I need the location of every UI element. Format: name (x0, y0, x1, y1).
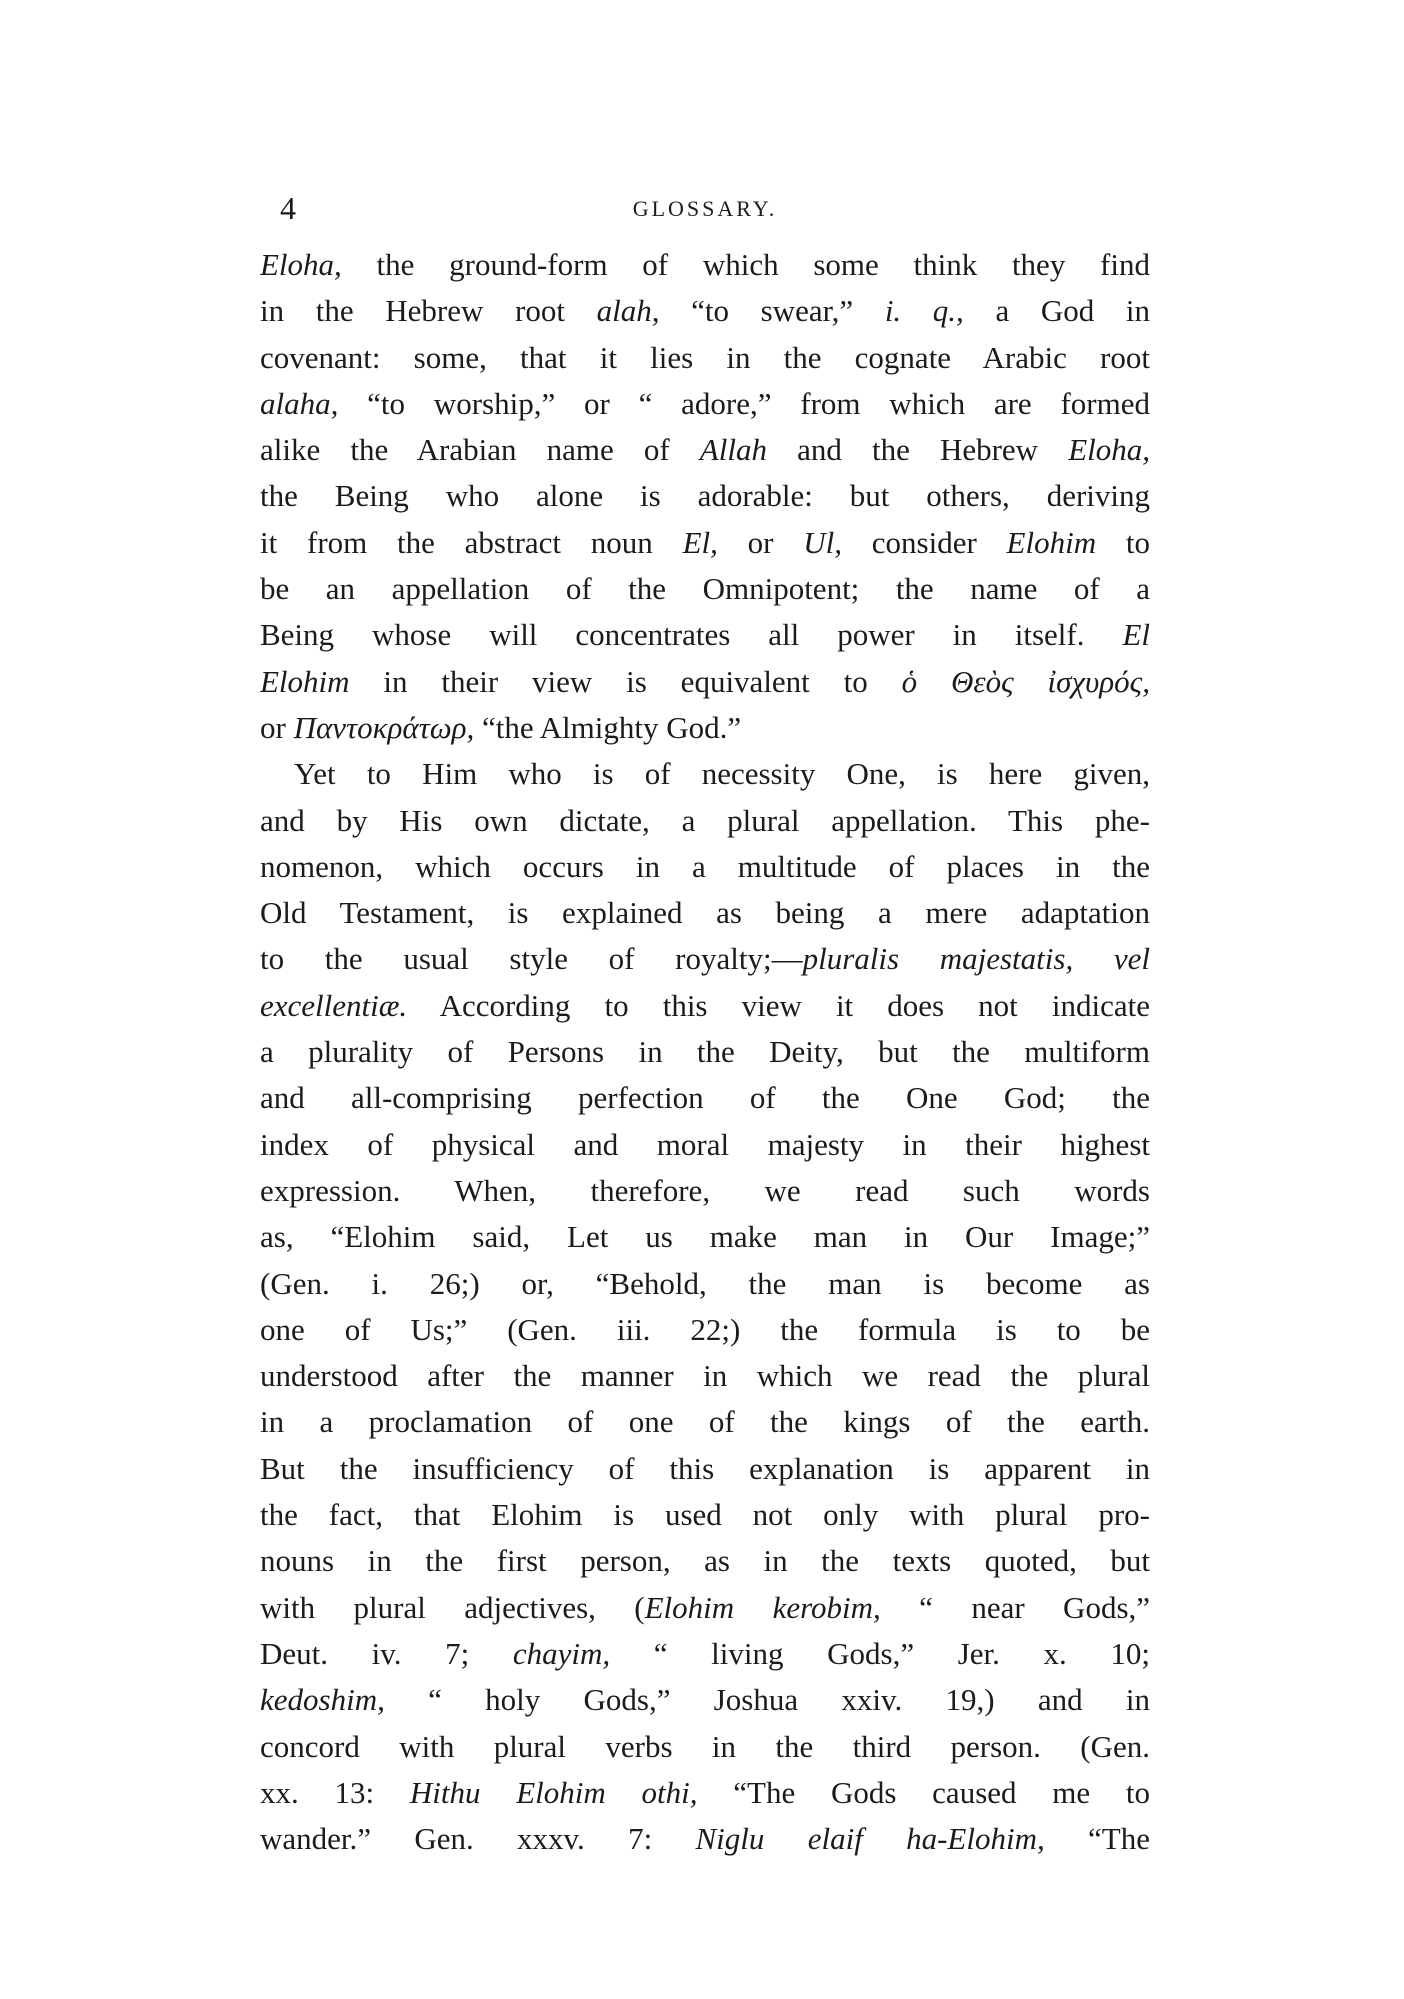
text-run: alike the Arabian name of (260, 432, 700, 468)
text-run: nouns in the first person, as in the texts quoted, but (260, 1543, 1150, 1579)
text-run: expression. When, therefore, we read such words (260, 1172, 1150, 1208)
text-line (260, 983, 1150, 1029)
text-line (260, 751, 1150, 797)
text-run: wander.” Gen. xxxv. 7: (260, 1821, 696, 1857)
italic-text: alah, (596, 293, 660, 329)
text-line (260, 1631, 1150, 1677)
text-run: be an appellation of the Omnipotent; the name of a (260, 571, 1150, 607)
text-line (260, 473, 1150, 519)
text-line (260, 1029, 1150, 1075)
italic-text: El (1122, 617, 1150, 653)
text-run: one of Us;” (Gen. iii. 22;) the formula is to be (260, 1311, 1150, 1347)
text-line (260, 1168, 1150, 1214)
text-run: with plural adjectives, ( (260, 1589, 645, 1625)
text-run: the Being who alone is adorable: but others, deriving (260, 478, 1150, 514)
text-run: nomenon, which occurs in a multitude of places in the (260, 848, 1150, 884)
text-run: it from the abstract noun (260, 524, 683, 560)
text-run: the fact, that Elohim is used not only with plural pro- (260, 1497, 1150, 1533)
text-run: (Gen. i. 26;) or, “Behold, the man is become as (260, 1265, 1150, 1301)
text-run: Yet to Him who is of necessity One, is here given, (294, 756, 1150, 792)
text-run: “The (1044, 1821, 1150, 1857)
italic-text: Hithu Elohim othi, (409, 1774, 698, 1810)
italic-text: Elohim kerobim, (644, 1589, 881, 1625)
text-line (260, 1122, 1150, 1168)
text-run: According to this view it does not indicate (407, 987, 1150, 1023)
text-run: “to swear,” (659, 293, 885, 329)
text-run: the ground-form of which some think they find (341, 247, 1150, 282)
text-line (260, 1585, 1150, 1631)
text-run: xx. 13: (260, 1774, 410, 1810)
text-run: “to worship,” or “ adore,” from which are formed (338, 385, 1150, 421)
italic-text: Eloha, (1068, 432, 1150, 468)
text-line (260, 1770, 1150, 1816)
text-run: to the usual style of royalty;— (260, 941, 803, 977)
text-line (260, 844, 1150, 890)
text-line (260, 1816, 1150, 1862)
text-line (260, 427, 1150, 473)
italic-text: Elohim (1006, 524, 1097, 560)
text-run: “ near Gods,” (880, 1589, 1150, 1625)
italic-text: Elohim (260, 663, 350, 699)
text-line (260, 1538, 1150, 1584)
text-run: to (1096, 524, 1150, 560)
italic-text: Παντοκράτωρ, (293, 709, 475, 745)
text-run: and all-comprising perfection of the One God; the (260, 1080, 1150, 1116)
text-line (260, 381, 1150, 427)
text-line (260, 566, 1150, 612)
italic-text: Ul, (803, 524, 842, 560)
text-line (260, 890, 1150, 936)
italic-text: Eloha, (260, 247, 342, 282)
text-run: concord with plural verbs in the third person. (Gen. (260, 1728, 1150, 1764)
page-number: 4 (280, 190, 296, 226)
text-run: “The Gods caused me to (697, 1774, 1150, 1810)
text-run: consider (842, 524, 1007, 560)
text-run: But the insufficiency of this explanation is apparent in (260, 1450, 1150, 1486)
text-run: in their view is equivalent to (349, 663, 902, 699)
text-run: in a proclamation of one of the kings of the earth. (260, 1404, 1150, 1440)
text-run: Being whose will concentrates all power in itself. (260, 617, 1123, 653)
text-run: a God in (963, 293, 1150, 329)
book-page (260, 180, 1150, 1862)
text-run: “the Almighty God.” (474, 709, 742, 745)
text-run: understood after the manner in which we read the plural (260, 1358, 1150, 1394)
text-run: Old Testament, is explained as being a mere adaptation (260, 895, 1150, 931)
text-run: covenant: some, that it lies in the cognate Arabic root (260, 339, 1150, 375)
italic-text: chayim, (512, 1635, 611, 1671)
text-line (260, 1446, 1150, 1492)
text-run: “ holy Gods,” Joshua xxiv. 19,) and in (384, 1682, 1150, 1718)
italic-text: alaha, (260, 385, 339, 421)
italic-text: pluralis majestatis, vel (802, 941, 1150, 977)
italic-text: kedoshim, (260, 1682, 385, 1718)
text-line (260, 705, 1150, 751)
text-line (260, 1261, 1150, 1307)
text-line (260, 1214, 1150, 1260)
text-line (260, 1492, 1150, 1538)
text-line (260, 798, 1150, 844)
italic-text: i. q., (884, 293, 964, 329)
text-run: index of physical and moral majesty in their highest (260, 1126, 1150, 1162)
italic-text: Niglu elaif ha-Elohim, (695, 1821, 1045, 1857)
text-line (260, 1399, 1150, 1445)
text-line (260, 1353, 1150, 1399)
text-run: Deut. iv. 7; (260, 1635, 513, 1671)
text-run: or (260, 709, 294, 745)
text-line (260, 242, 1150, 288)
running-head (260, 180, 1150, 242)
text-line (260, 1075, 1150, 1121)
body-text (260, 242, 1150, 1862)
text-line (260, 1724, 1150, 1770)
italic-text: El, (682, 524, 718, 560)
text-line (260, 520, 1150, 566)
italic-text: ὁ Θεὸς ἰσχυρός, (901, 663, 1150, 699)
text-run: as, “Elohim said, Let us make man in Our Image;” (260, 1219, 1150, 1255)
text-run: or (717, 524, 804, 560)
text-line (260, 659, 1150, 705)
text-line (260, 335, 1150, 381)
text-run: in the Hebrew root (260, 293, 597, 329)
text-line (260, 288, 1150, 334)
italic-text: Allah (699, 432, 767, 468)
text-run: and by His own dictate, a plural appellation. This phe- (260, 802, 1150, 838)
text-line (260, 1307, 1150, 1353)
text-line (260, 1677, 1150, 1723)
running-title: GLOSSARY. (632, 196, 778, 221)
text-run: “ living Gods,” Jer. x. 10; (610, 1635, 1150, 1671)
text-line (260, 612, 1150, 658)
text-line (260, 936, 1150, 982)
text-run: and the Hebrew (766, 432, 1069, 468)
italic-text: excellentiæ. (260, 987, 408, 1023)
text-run: a plurality of Persons in the Deity, but the multiform (260, 1034, 1150, 1070)
